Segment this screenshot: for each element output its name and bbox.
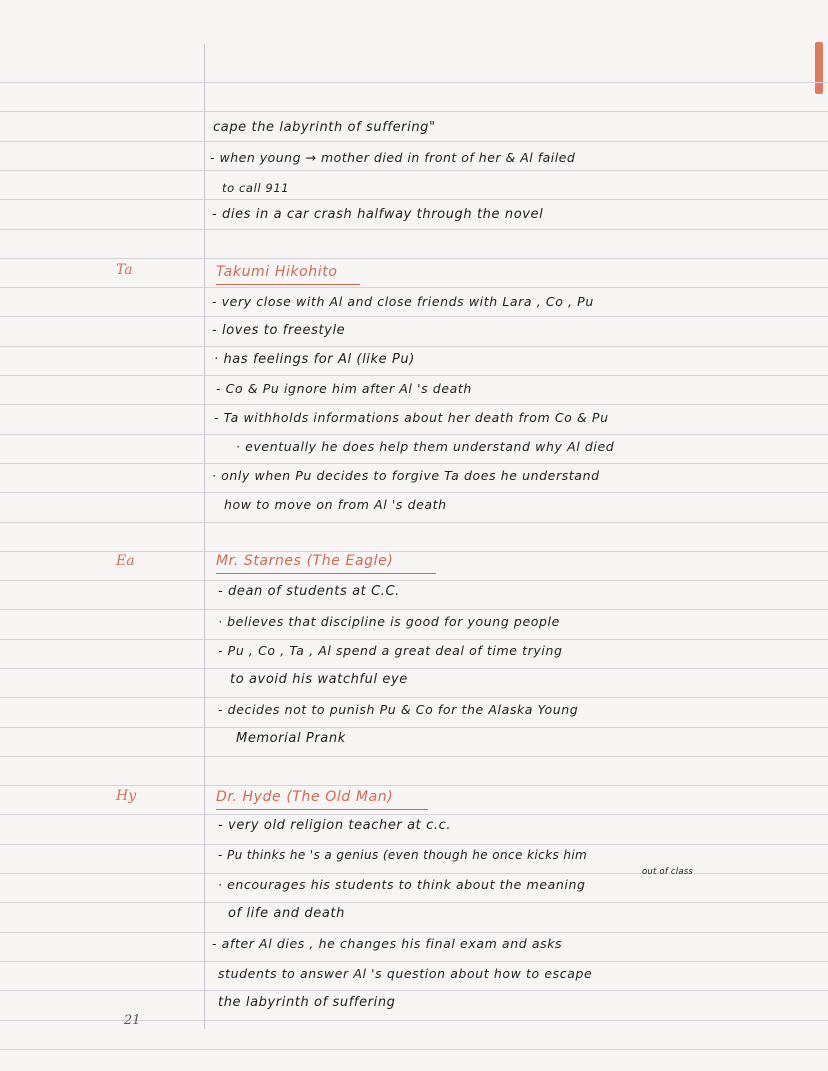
note-line: · has feelings for Al (like Pu) xyxy=(214,352,415,367)
note-line: - decides not to punish Pu & Co for the Alaska Young xyxy=(218,702,579,717)
note-line: - Pu thinks he 's a genius (even though he once kicks him xyxy=(218,848,588,862)
note-line: of life and death xyxy=(228,906,345,921)
ruled-line xyxy=(0,170,828,171)
ruled-line xyxy=(0,609,828,610)
ruled-line xyxy=(0,463,828,464)
note-line: to avoid his watchful eye xyxy=(230,672,408,687)
note-line: · encourages his students to think about the meaning xyxy=(218,877,586,892)
ruled-line xyxy=(0,287,828,288)
margin-tag: Ea xyxy=(116,553,135,569)
note-line: - very old religion teacher at c.c. xyxy=(218,818,452,833)
ruled-line xyxy=(0,902,828,903)
note-line: how to move on from Al 's death xyxy=(224,497,447,512)
ruled-line xyxy=(0,961,828,962)
ruled-line xyxy=(0,141,828,142)
note-line: - loves to freestyle xyxy=(212,323,346,338)
ruled-line xyxy=(0,844,828,845)
ruled-line xyxy=(0,111,828,112)
ruled-line xyxy=(0,1049,828,1050)
note-line: - dean of students at C.C. xyxy=(218,584,400,599)
heading-underline xyxy=(216,284,360,285)
margin-tag: Ta xyxy=(116,262,133,278)
ruled-line xyxy=(0,668,828,669)
note-line: Memorial Prank xyxy=(236,731,346,746)
ruled-line xyxy=(0,404,828,405)
ruled-line xyxy=(0,639,828,640)
heading-underline xyxy=(216,573,436,574)
note-line: the labyrinth of suffering xyxy=(218,995,396,1010)
section-heading: Dr. Hyde (The Old Man) xyxy=(216,789,394,805)
ruled-line xyxy=(0,346,828,347)
note-line: students to answer Al 's question about how to escape xyxy=(218,966,593,981)
ruled-line xyxy=(0,990,828,991)
note-line: - after Al dies , he changes his final exam and asks xyxy=(212,936,563,951)
note-line: · believes that discipline is good for young people xyxy=(218,614,560,629)
note-line: - Pu , Co , Ta , Al spend a great deal of time trying xyxy=(218,643,563,658)
ruled-line xyxy=(0,873,828,874)
heading-underline xyxy=(216,809,428,810)
note-line: - when young → mother died in front of her & Al failed xyxy=(210,150,576,165)
ruled-line xyxy=(0,492,828,493)
ruled-line xyxy=(0,229,828,230)
note-line: · only when Pu decides to forgive Ta does he understand xyxy=(212,468,600,483)
note-line: - dies in a car crash halfway through the novel xyxy=(212,207,544,222)
ruled-line xyxy=(0,434,828,435)
ruled-line xyxy=(0,814,828,815)
ruled-line xyxy=(0,258,828,259)
note-line: cape the labyrinth of suffering" xyxy=(213,120,436,135)
note-line: - very close with Al and close friends with Lara , Co , Pu xyxy=(212,294,594,309)
note-annotation: out of class xyxy=(642,867,694,877)
ruled-line xyxy=(0,727,828,728)
ruled-line xyxy=(0,82,828,83)
section-heading: Takumi Hikohito xyxy=(216,264,338,280)
ruled-line xyxy=(0,316,828,317)
note-line: · eventually he does help them understand why Al died xyxy=(236,439,615,454)
margin-line xyxy=(204,44,205,1029)
ruled-line xyxy=(0,522,828,523)
page-edge-tab xyxy=(815,42,823,94)
ruled-line xyxy=(0,580,828,581)
note-line: to call 911 xyxy=(222,181,290,195)
ruled-line xyxy=(0,785,828,786)
ruled-line xyxy=(0,199,828,200)
section-heading: Mr. Starnes (The Eagle) xyxy=(216,553,394,569)
ruled-line xyxy=(0,697,828,698)
ruled-line xyxy=(0,375,828,376)
ruled-line xyxy=(0,756,828,757)
ruled-line xyxy=(0,551,828,552)
note-line: - Co & Pu ignore him after Al 's death xyxy=(216,381,472,396)
margin-tag: Hy xyxy=(116,788,137,804)
note-line: - Ta withholds informations about her death from Co & Pu xyxy=(214,410,609,425)
ruled-line xyxy=(0,932,828,933)
page-number: 21 xyxy=(124,1013,141,1028)
